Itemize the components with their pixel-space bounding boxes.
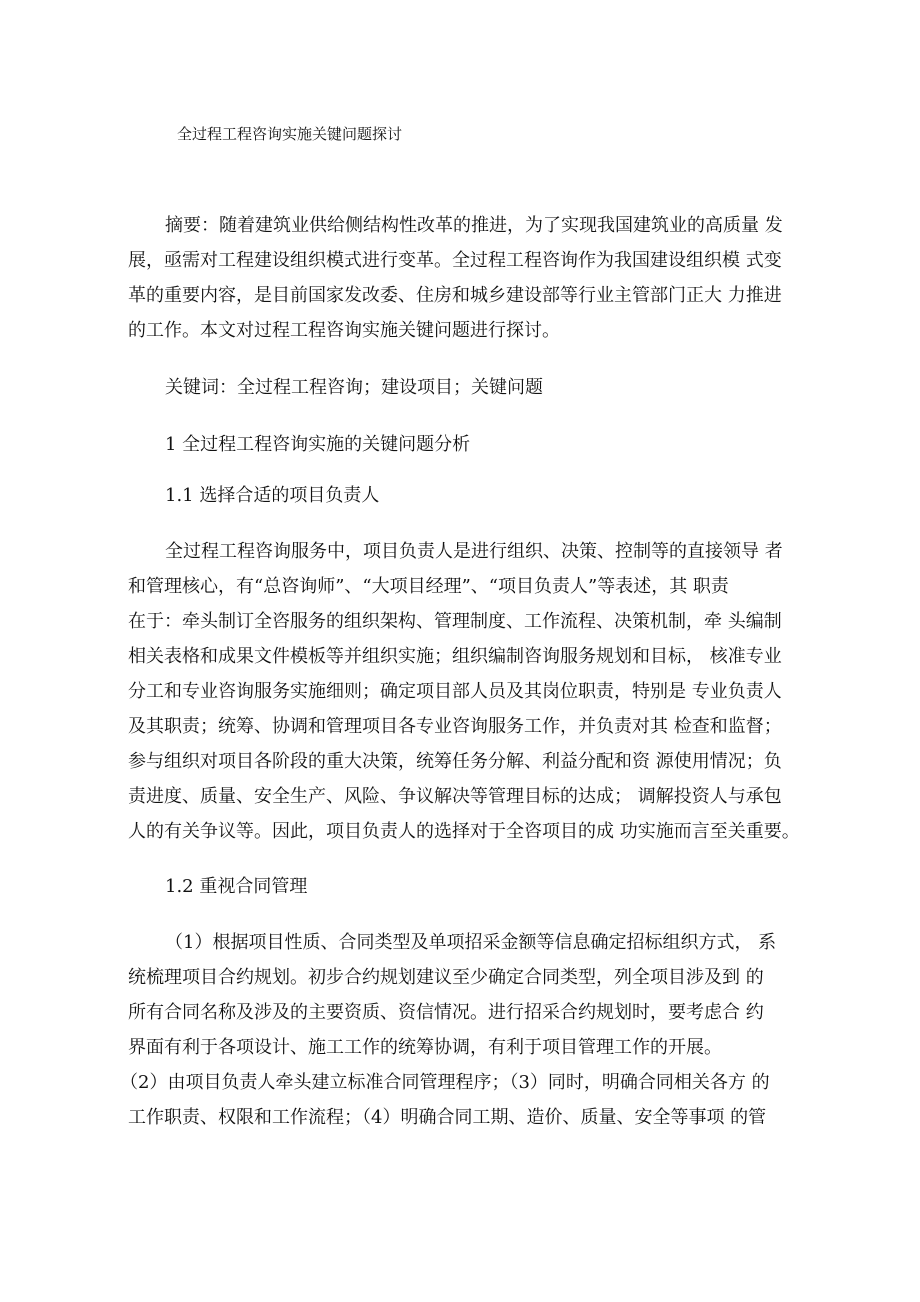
body-line: 统梳理项目合约规划。初步合约规划建议至少确定合同类型，列全项目涉及到 的 [128,967,764,988]
subsection-heading: 1.1 选择合适的项目负责人 [165,485,380,506]
body-line: 界面有利于各项设计、施工工作的统筹协调，有利于项目管理工作的开展。 [128,1037,722,1058]
body-line: 分工和专业咨询服务实施细则；确定项目部人员及其岗位职责，特别是 专业负责人 [128,681,782,702]
body-line: 参与组织对项目各阶段的重大决策，统筹任务分解、利益分配和资 源使用情况；负 [128,751,782,772]
abstract-line: 展，亟需对工程建设组织模式进行变革。全过程工程咨询作为我国建设组织模 式变 [128,250,782,271]
body-line: 工作职责、权限和工作流程；（4）明确合同工期、造价、质量、安全等事项 的管 [128,1107,767,1128]
abstract-line: 革的重要内容，是目前国家发改委、住房和城乡建设部等行业主管部门正大 力推进 [128,285,782,306]
body-line: 在于：牵头制订全咨服务的组织架构、管理制度、工作流程、决策机制，牵 头编制 [128,611,782,632]
subsection-heading: 1.2 重视合同管理 [165,876,308,897]
body-line: 全过程工程咨询服务中，项目负责人是进行组织、决策、控制等的直接领导 者 [165,541,783,562]
body-line: （2）由项目负责人牵头建立标准合同管理程序；（3）同时，明确合同相关各方 的 [120,1072,770,1093]
keywords-line: 关键词：全过程工程咨询；建设项目；关键问题 [165,377,543,398]
document-title: 全过程工程咨询实施关键问题探讨 [177,125,403,143]
body-line: 责进度、质量、安全生产、风险、争议解决等管理目标的达成； 调解投资人与承包 [128,786,782,807]
body-line: 人的有关争议等。因此，项目负责人的选择对于全咨项目的成 功实施而言至关重要。 [128,821,800,842]
body-line: 相关表格和成果文件模板等并组织实施；组织编制咨询服务规划和目标， 核准专业 [128,646,782,667]
body-line: 及其职责；统筹、协调和管理项目各专业咨询服务工作，并负责对其 检查和监督； [128,716,782,737]
body-line: 所有合同名称及涉及的主要资质、资信情况。进行招采合约规划时，要考虑合 约 [128,1002,764,1023]
abstract-line: 摘要：随着建筑业供给侧结构性改革的推进，为了实现我国建筑业的高质量 发 [165,215,783,236]
body-line: 和管理核心，有“总咨询师”、“大项目经理”、“项目负责人”等表述，其 职责 [128,576,729,597]
body-line: （1）根据项目性质、合同类型及单项招采金额等信息确定招标组织方式， 系 [165,932,777,953]
abstract-line: 的工作。本文对过程工程咨询实施关键问题进行探讨。 [128,320,560,341]
section-heading: 1 全过程工程咨询实施的关键问题分析 [165,434,471,455]
